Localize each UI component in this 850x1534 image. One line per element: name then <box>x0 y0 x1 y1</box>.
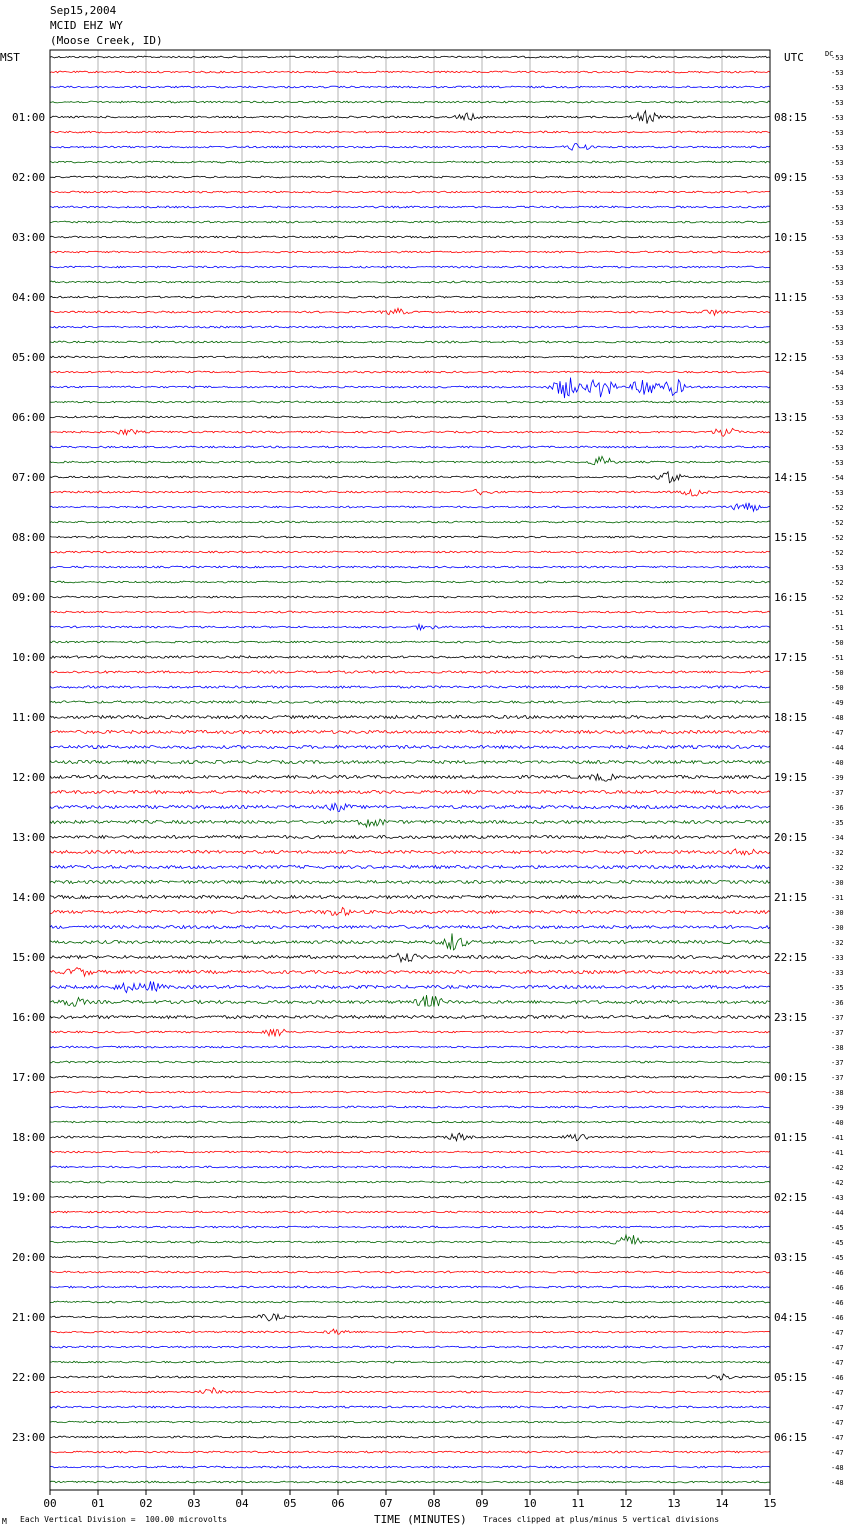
dc-offset-label: -53 <box>831 489 844 497</box>
utc-hour-label: 19:15 <box>774 771 808 784</box>
date-label: Sep15,2004 <box>50 4 117 17</box>
seismic-trace <box>50 551 770 553</box>
dc-offset-label: -42 <box>831 1179 844 1187</box>
seismic-trace <box>50 1151 770 1153</box>
seismic-trace <box>50 1029 770 1036</box>
mst-hour-label: 23:00 <box>12 1431 46 1444</box>
dc-offset-label: -47 <box>831 1359 844 1367</box>
seismic-trace <box>50 745 770 748</box>
dc-offset-label: -37 <box>831 1074 844 1082</box>
seismic-trace <box>50 581 770 583</box>
seismic-trace <box>50 1388 770 1394</box>
dc-offset-label: -53 <box>831 54 844 62</box>
mst-hour-label: 08:00 <box>12 531 46 544</box>
dc-offset-label: -52 <box>831 429 844 437</box>
seismic-trace <box>50 101 770 103</box>
dc-offset-label: -53 <box>831 84 844 92</box>
utc-hour-label: 17:15 <box>774 651 808 664</box>
utc-hour-label: 02:15 <box>774 1191 808 1204</box>
dc-offset-label: -53 <box>831 339 844 347</box>
seismic-trace <box>50 1133 770 1141</box>
utc-hour-label: 16:15 <box>774 591 808 604</box>
seismic-trace <box>50 456 770 464</box>
mst-hour-label: 01:00 <box>12 111 46 124</box>
x-tick-label: 11 <box>571 1497 585 1510</box>
seismic-trace <box>50 656 770 658</box>
dc-offset-label: -53 <box>831 204 844 212</box>
seismic-trace <box>50 503 770 511</box>
dc-offset-label: -33 <box>831 969 844 977</box>
seismic-trace <box>50 611 770 613</box>
dc-offset-label: -51 <box>831 624 844 632</box>
seismic-trace <box>50 1374 770 1380</box>
dc-offset-label: -53 <box>831 234 844 242</box>
x-tick-label: 09 <box>475 1497 489 1510</box>
dc-offset-label: -41 <box>831 1149 844 1157</box>
seismic-trace <box>50 819 770 827</box>
seismic-trace <box>50 111 770 124</box>
x-tick-label: 13 <box>667 1497 681 1510</box>
utc-hour-label: 14:15 <box>774 471 808 484</box>
dc-offset-label: -53 <box>831 279 844 287</box>
dc-offset-label: -43 <box>831 1194 844 1202</box>
seismic-trace <box>50 730 770 733</box>
dc-offset-label: -36 <box>831 999 844 1007</box>
dc-offset-label: -45 <box>831 1254 844 1262</box>
seismic-trace <box>50 131 770 133</box>
trace-group <box>50 56 770 1483</box>
dc-offset-label: -38 <box>831 1089 844 1097</box>
dc-offset-label: -53 <box>831 129 844 137</box>
dc-offset-label: -40 <box>831 1119 844 1127</box>
dc-offset-label: -53 <box>831 414 844 422</box>
utc-hour-label: 23:15 <box>774 1011 808 1024</box>
seismic-trace <box>50 1314 770 1321</box>
dc-offset-label: -47 <box>831 1389 844 1397</box>
dc-offset-label: -47 <box>831 1434 844 1442</box>
seismic-trace <box>50 1271 770 1273</box>
seismic-trace <box>50 1406 770 1408</box>
axis-labels <box>12 54 844 1510</box>
seismic-trace <box>50 356 770 358</box>
seismic-trace <box>50 489 770 496</box>
mst-hour-label: 20:00 <box>12 1251 46 1264</box>
seismic-trace <box>50 953 770 962</box>
x-tick-label: 06 <box>331 1497 345 1510</box>
dc-offset-label: -53 <box>831 99 844 107</box>
dc-label: DC <box>825 50 834 58</box>
dc-offset-label: -44 <box>831 744 844 752</box>
dc-offset-label: -47 <box>831 1404 844 1412</box>
dc-offset-label: -53 <box>831 174 844 182</box>
mst-hour-label: 06:00 <box>12 411 46 424</box>
dc-offset-label: -49 <box>831 699 844 707</box>
seismic-trace <box>50 428 770 436</box>
x-tick-label: 14 <box>715 1497 729 1510</box>
x-tick-label: 01 <box>91 1497 105 1510</box>
dc-offset-label: -40 <box>831 759 844 767</box>
dc-offset-label: -37 <box>831 1029 844 1037</box>
x-axis-label: TIME (MINUTES) <box>374 1513 467 1526</box>
seismic-trace <box>50 624 770 630</box>
seismic-trace <box>50 446 770 448</box>
dc-offset-label: -41 <box>831 1134 844 1142</box>
dc-offset-label: -46 <box>831 1284 844 1292</box>
seismic-trace <box>50 760 770 763</box>
seismic-trace <box>50 1286 770 1288</box>
dc-offset-label: -50 <box>831 639 844 647</box>
seismic-trace <box>50 641 770 643</box>
x-tick-label: 10 <box>523 1497 537 1510</box>
dc-offset-label: -48 <box>831 1479 844 1487</box>
dc-offset-label: -54 <box>831 369 844 377</box>
seismic-trace <box>50 895 770 898</box>
x-tick-label: 07 <box>379 1497 393 1510</box>
seismic-trace <box>50 908 770 916</box>
dc-offset-label: -52 <box>831 504 844 512</box>
seismic-trace <box>50 686 770 688</box>
dc-offset-label: -30 <box>831 924 844 932</box>
seismic-trace <box>50 251 770 253</box>
seismic-trace <box>50 1421 770 1423</box>
dc-offset-label: -53 <box>831 444 844 452</box>
dc-offset-label: -47 <box>831 1449 844 1457</box>
seismic-trace <box>50 1076 770 1078</box>
dc-offset-label: -52 <box>831 579 844 587</box>
dc-offset-label: -30 <box>831 909 844 917</box>
utc-hour-label: 13:15 <box>774 411 808 424</box>
utc-hour-label: 18:15 <box>774 711 808 724</box>
seismic-trace <box>50 566 770 568</box>
utc-hour-label: 22:15 <box>774 951 808 964</box>
seismic-trace <box>50 472 770 483</box>
utc-hour-label: 05:15 <box>774 1371 808 1384</box>
seismic-trace <box>50 1061 770 1063</box>
mst-hour-label: 16:00 <box>12 1011 46 1024</box>
seismic-trace <box>50 1091 770 1093</box>
dc-offset-label: -46 <box>831 1299 844 1307</box>
mst-hour-label: 18:00 <box>12 1131 46 1144</box>
seismic-trace <box>50 266 770 268</box>
dc-offset-label: -46 <box>831 1374 844 1382</box>
seismic-trace <box>50 865 770 868</box>
seismic-trace <box>50 144 770 151</box>
x-tick-label: 15 <box>763 1497 777 1510</box>
dc-offset-label: -34 <box>831 834 844 842</box>
mst-hour-label: 04:00 <box>12 291 46 304</box>
seismic-trace <box>50 191 770 193</box>
utc-hour-label: 12:15 <box>774 351 808 364</box>
mst-hour-label: 10:00 <box>12 651 46 664</box>
mst-hour-label: 19:00 <box>12 1191 46 1204</box>
seismic-trace <box>50 341 770 343</box>
dc-offset-label: -39 <box>831 774 844 782</box>
dc-offset-label: -53 <box>831 219 844 227</box>
dc-offset-label: -53 <box>831 249 844 257</box>
seismic-trace <box>50 995 770 1007</box>
seismic-trace <box>50 1329 770 1334</box>
mst-hour-label: 13:00 <box>12 831 46 844</box>
seismic-trace <box>50 933 770 950</box>
seismic-trace <box>50 715 770 718</box>
dc-offset-label: -47 <box>831 729 844 737</box>
seismic-trace <box>50 378 770 399</box>
seismic-trace <box>50 371 770 373</box>
station-label: MCID EHZ WY <box>50 19 123 32</box>
dc-offset-label: -53 <box>831 384 844 392</box>
dc-offset-label: -44 <box>831 1209 844 1217</box>
dc-offset-label: -37 <box>831 789 844 797</box>
mst-hour-label: 05:00 <box>12 351 46 364</box>
dc-offset-label: -50 <box>831 684 844 692</box>
dc-offset-label: -36 <box>831 804 844 812</box>
utc-hour-label: 15:15 <box>774 531 808 544</box>
dc-offset-label: -53 <box>831 69 844 77</box>
seismic-trace <box>50 981 770 992</box>
x-tick-label: 04 <box>235 1497 249 1510</box>
x-tick-label: 02 <box>139 1497 153 1510</box>
x-tick-label: 00 <box>43 1497 57 1510</box>
corner-mark: M <box>2 1517 7 1526</box>
dc-offset-label: -35 <box>831 819 844 827</box>
mst-hour-label: 11:00 <box>12 711 46 724</box>
dc-offset-label: -52 <box>831 534 844 542</box>
seismic-trace <box>50 1211 770 1213</box>
dc-offset-label: -53 <box>831 309 844 317</box>
x-tick-label: 05 <box>283 1497 297 1510</box>
utc-hour-label: 08:15 <box>774 111 808 124</box>
dc-offset-label: -31 <box>831 894 844 902</box>
dc-offset-label: -32 <box>831 864 844 872</box>
mst-hour-label: 07:00 <box>12 471 46 484</box>
dc-offset-label: -37 <box>831 1014 844 1022</box>
dc-offset-label: -45 <box>831 1224 844 1232</box>
seismic-trace <box>50 1046 770 1048</box>
seismic-trace <box>50 1226 770 1228</box>
utc-hour-label: 09:15 <box>774 171 808 184</box>
seismic-trace <box>50 671 770 673</box>
utc-hour-label: 20:15 <box>774 831 808 844</box>
seismic-trace <box>50 221 770 223</box>
dc-offset-label: -32 <box>831 849 844 857</box>
utc-hour-label: 21:15 <box>774 891 808 904</box>
dc-offset-label: -53 <box>831 294 844 302</box>
dc-offset-label: -52 <box>831 549 844 557</box>
clip-note: Traces clipped at plus/minus 5 vertical divisions <box>483 1515 720 1524</box>
utc-hour-label: 11:15 <box>774 291 808 304</box>
seismic-trace <box>50 1106 770 1108</box>
seismic-trace <box>50 1436 770 1438</box>
utc-hour-label: 03:15 <box>774 1251 808 1264</box>
seismic-trace <box>50 296 770 298</box>
mst-hour-label: 21:00 <box>12 1311 46 1324</box>
seismic-trace <box>50 56 770 58</box>
dc-offset-label: -51 <box>831 609 844 617</box>
seismic-trace <box>50 849 770 855</box>
seismic-trace <box>50 536 770 538</box>
dc-offset-label: -52 <box>831 594 844 602</box>
dc-offset-label: -33 <box>831 954 844 962</box>
seismic-trace <box>50 281 770 283</box>
seismic-trace <box>50 521 770 523</box>
seismic-trace <box>50 176 770 178</box>
dc-offset-label: -50 <box>831 669 844 677</box>
dc-offset-label: -47 <box>831 1329 844 1337</box>
mst-hour-label: 02:00 <box>12 171 46 184</box>
x-tick-label: 08 <box>427 1497 441 1510</box>
seismic-trace <box>50 1235 770 1244</box>
seismic-trace <box>50 803 770 811</box>
seismic-trace <box>50 835 770 838</box>
seismic-trace <box>50 1301 770 1303</box>
dc-offset-label: -53 <box>831 159 844 167</box>
seismic-trace <box>50 401 770 403</box>
dc-offset-label: -48 <box>831 714 844 722</box>
mst-hour-label: 22:00 <box>12 1371 46 1384</box>
utc-hour-label: 06:15 <box>774 1431 808 1444</box>
dc-offset-label: -42 <box>831 1164 844 1172</box>
seismic-trace <box>50 1196 770 1198</box>
dc-offset-label: -53 <box>831 324 844 332</box>
mst-hour-label: 15:00 <box>12 951 46 964</box>
dc-offset-label: -35 <box>831 984 844 992</box>
dc-offset-label: -45 <box>831 1239 844 1247</box>
mst-hour-label: 09:00 <box>12 591 46 604</box>
x-tick-label: 12 <box>619 1497 633 1510</box>
utc-hour-label: 01:15 <box>774 1131 808 1144</box>
x-tick-label: 03 <box>187 1497 201 1510</box>
dc-offset-label: -47 <box>831 1419 844 1427</box>
mst-hour-label: 14:00 <box>12 891 46 904</box>
mst-hour-label: 12:00 <box>12 771 46 784</box>
seismic-trace <box>50 206 770 208</box>
utc-hour-label: 10:15 <box>774 231 808 244</box>
dc-offset-label: -48 <box>831 1464 844 1472</box>
seismic-trace <box>50 326 770 328</box>
seismic-trace <box>50 701 770 703</box>
dc-offset-label: -53 <box>831 264 844 272</box>
dc-offset-label: -53 <box>831 564 844 572</box>
mst-hour-label: 03:00 <box>12 231 46 244</box>
scale-note: Each Vertical Division = 100.00 microvolts <box>20 1515 228 1524</box>
seismic-trace <box>50 1451 770 1453</box>
dc-offset-label: -51 <box>831 654 844 662</box>
seismic-trace <box>50 161 770 163</box>
dc-offset-label: -53 <box>831 189 844 197</box>
dc-offset-label: -47 <box>831 1344 844 1352</box>
seismic-trace <box>50 774 770 782</box>
dc-offset-label: -30 <box>831 879 844 887</box>
seismic-trace <box>50 1181 770 1183</box>
dc-offset-label: -52 <box>831 519 844 527</box>
seismic-trace <box>50 790 770 793</box>
seismic-trace <box>50 1166 770 1168</box>
seismic-trace <box>50 1256 770 1258</box>
seismic-trace <box>50 1361 770 1363</box>
seismic-trace <box>50 1481 770 1483</box>
dc-offset-label: -54 <box>831 474 844 482</box>
seismic-trace <box>50 71 770 73</box>
seismic-trace <box>50 880 770 883</box>
utc-hour-label: 00:15 <box>774 1071 808 1084</box>
right-timezone-label: UTC <box>784 51 804 64</box>
dc-offset-label: -32 <box>831 939 844 947</box>
utc-hour-label: 04:15 <box>774 1311 808 1324</box>
dc-offset-label: -38 <box>831 1044 844 1052</box>
seismic-trace <box>50 236 770 238</box>
mst-hour-label: 17:00 <box>12 1071 46 1084</box>
location-label: (Moose Creek, ID) <box>50 34 163 47</box>
seismic-trace <box>50 925 770 928</box>
dc-offset-label: -53 <box>831 114 844 122</box>
dc-offset-label: -53 <box>831 399 844 407</box>
seismic-trace <box>50 1466 770 1468</box>
seismic-trace <box>50 416 770 418</box>
seismic-trace <box>50 1121 770 1123</box>
seismic-trace <box>50 1346 770 1348</box>
dc-offset-label: -53 <box>831 354 844 362</box>
dc-offset-label: -53 <box>831 144 844 152</box>
seismic-trace <box>50 1015 770 1018</box>
seismic-trace <box>50 308 770 315</box>
dc-offset-label: -46 <box>831 1314 844 1322</box>
dc-offset-label: -39 <box>831 1104 844 1112</box>
seismic-trace <box>50 86 770 88</box>
left-timezone-label: MST <box>0 51 20 64</box>
seismic-trace <box>50 968 770 977</box>
dc-offset-label: -37 <box>831 1059 844 1067</box>
dc-offset-label: -46 <box>831 1269 844 1277</box>
dc-offset-label: -53 <box>831 459 844 467</box>
seismic-trace <box>50 596 770 598</box>
